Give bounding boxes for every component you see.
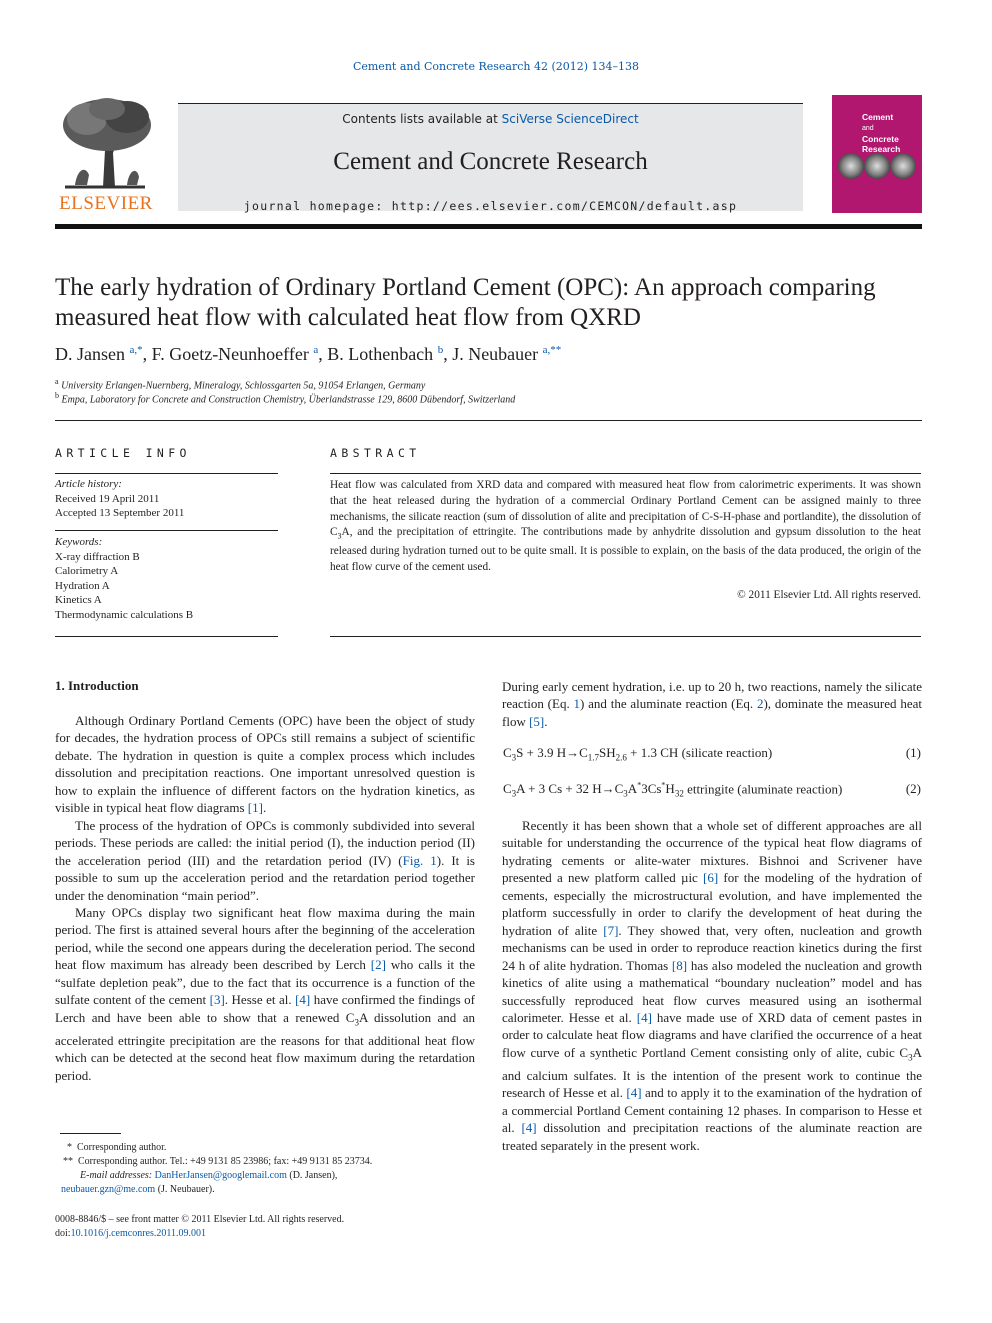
reference-link[interactable]: [4]: [636, 1009, 652, 1025]
contents-line: [178, 112, 803, 126]
reference-link[interactable]: [4]: [295, 992, 311, 1008]
author-name: J. Neubauer: [452, 344, 539, 364]
equation-number: (2): [905, 781, 921, 796]
journal-header: [55, 95, 922, 215]
equation-1: [503, 745, 921, 763]
author-affiliation-link[interactable]: a,*: [129, 344, 143, 356]
cover-disc: [890, 153, 916, 179]
footnote: neubauer.gzn@me.com (J. Neubauer).: [61, 1184, 215, 1195]
cover-title: [862, 112, 920, 154]
article-title: The early hydration of Ordinary Portland Cement (OPC): An approach comparing measured heat flow with calculated heat flow from QXRD: [55, 274, 876, 331]
paragraph: Recently it has been shown that a whole set of different approaches are all suitable for understanding the occurrence of the typical heat flow diagrams of hydrating cements or alite-water mixtures. Bishnoi and Scrivener have presented a new platform called µic [6] for the modeling of the hydration of cements, especially the microstructural evolution, and have implemented the platform successfully in order to clarify the development of heat during the hydration of alite [7]. They showed that, very often, nucleation and growth mechanisms can be used in order to reproduce reaction kinetics during the first 24 h of alite hydration. Thomas [8] has also modeled the nucleation and growth kinetics of alite using a mathematical “boundary nucleation” model and has successfully reproduced heat flow curves measured using an isothermal calorimeter. Hesse et al. [4] have made use of XRD data of cement pastes in order to calculate heat flow diagrams and have clarified the occurrence of a heat flow curve of a synthetic Portland Cement consisting only of alite, cubic $C_3A$ and calcium sulfates. It is the intention of the present work to continue the research of Hesse et al. [4] and to apply it to the examination of the hydration of a commercial Portland Cement containing 12 phases. In comparison to Hesse et al. [4] dissolution and precipitation reactions of the aluminate reaction are treated separately in the present work.: [502, 818, 922, 1153]
journal-homepage[interactable]: journal homepage: http://ees.elsevier.com/CEMCON/default.asp: [243, 199, 738, 213]
paragraph: Many OPCs display two significant heat flow maxima during the main period. The first is attained several hours after the beginning of the acceleration period, while the second one appears during the deceleration period. The second heat flow maximum has already been described by Lerch [2] who calls it the “sulfate depletion peak”, due to the fact that its occurrence is a function of the sulfate content of the cement [3]. Hesse et al. [4] have confirmed the findings of Lerch and have been able to show that a renewed $C_3A$ dissolution and an accelerated ettringite precipitation are the reasons for that additional heat flow which can be detected at the second heat flow maximum during the retardation period.: [55, 904, 475, 1083]
footnotes: [55, 1141, 475, 1197]
author-affiliation-link[interactable]: b: [437, 344, 444, 356]
received-date: Received 19 April 2011: [55, 492, 160, 505]
elsevier-logo[interactable]: [55, 95, 157, 215]
keywords: [55, 535, 193, 622]
reference-link[interactable]: [2]: [370, 957, 386, 973]
affiliation: $^b$ Empa, Laboratory for Concrete and Construction Chemistry, Überlandstrasse 129, 8600 Dübendorf, Switzerland: [55, 391, 516, 406]
equation-link[interactable]: 2: [756, 696, 764, 712]
author-affiliation-link[interactable]: a,**: [542, 344, 562, 356]
affiliation: $^a$ University Erlangen-Nuernberg, Mineralogy, Schlossgarten 5a, 91054 Erlangen, Germany: [55, 377, 426, 392]
author-name: B. Lothenbach: [327, 344, 434, 364]
cover-title-line: Cement: [862, 112, 894, 122]
paragraph: The process of the hydration of OPCs is commonly subdivided into several periods. These periods are called: the initial period (I), the induction period (II) the acceleration period (III) and the retardation period (IV) (Fig. 1). It is possible to sum up the acceleration period and the retardation period together under the denomination “main period”.: [55, 817, 475, 903]
journal-cover-image[interactable]: [832, 95, 922, 213]
author-list: D. Jansen $^{a,*}$, F. Goetz-Neunhoeffer $^a$, B. Lothenbach $^b$, J. Neubauer $^{a,**}$: [55, 344, 562, 364]
footnote: ** Corresponding author. Tel.: +49 9131 85 23986; fax: +49 9131 85 23734.: [63, 1156, 373, 1167]
cover-title-line: and: [862, 125, 874, 132]
reference-link[interactable]: [7]: [603, 922, 619, 938]
accepted-date: Accepted 13 September 2011: [55, 507, 185, 519]
divider: [55, 636, 278, 637]
issn-line: 0008-8846/$ – see front matter © 2011 Elsevier Ltd. All rights reserved.: [55, 1214, 345, 1225]
abstract-heading: ABSTRACT: [330, 446, 421, 460]
reference-link[interactable]: [1]: [247, 800, 263, 816]
journal-banner: [178, 103, 803, 211]
equation-2: [503, 781, 921, 799]
divider: [55, 473, 278, 474]
cover-disc: [838, 153, 864, 179]
divider: [55, 530, 278, 531]
keyword: Kinetics A: [55, 594, 102, 606]
email-link[interactable]: DanHerJansen@googlemail.com: [154, 1170, 287, 1181]
body-column-left: [55, 712, 475, 1084]
abstract-text: Heat flow was calculated from XRD data and compared with measured heat flow from calorimetric experiments. It was shown that the heat released during the hydration of a commercial Ordinary Portland Cement can be assigned mainly to three mechanisms, the silicate reaction (sum of dissolution of alite and precipitation of C-S-H-phase and portlandite), the dissolution of $C_3A$, and the precipitation of ettringite. The contributions made by anhydrite dissolution and gypsum dissolution to the heat released during hydration turned out to be quite small. It is possible to explain, on the basis of the data produced, the origin of the heat flow curve of the cement used.: [330, 479, 921, 574]
sciencedirect-link[interactable]: SciVerse ScienceDirect: [501, 112, 639, 126]
keyword: Calorimetry A: [55, 565, 119, 577]
equation-number: (1): [905, 745, 921, 760]
article-info-heading: ARTICLE INFO: [55, 446, 191, 460]
footnote: E-mail addresses: DanHerJansen@googlemail.com (D. Jansen),: [80, 1170, 338, 1181]
divider: [330, 636, 921, 637]
author-name: D. Jansen: [55, 344, 125, 364]
author-name: F. Goetz-Neunhoeffer: [151, 344, 309, 364]
reference-link[interactable]: [3]: [209, 992, 225, 1008]
front-matter: [55, 1213, 344, 1241]
cover-title-line: Research: [862, 144, 901, 154]
cover-title-line: Concrete: [862, 134, 899, 144]
equation-label: ettringite (aluminate reaction): [687, 781, 843, 797]
elsevier-wordmark: ELSEVIER: [59, 193, 153, 214]
header-rule: [55, 224, 922, 229]
reference-link[interactable]: [8]: [671, 957, 688, 973]
paragraph: During early cement hydration, i.e. up to 20 h, two reactions, namely the silicate reaction (Eq. 1) and the aluminate reaction (Eq. 2), dominate the measured heat flow [5].: [502, 679, 922, 729]
reference-link[interactable]: [4]: [626, 1085, 642, 1101]
divider: [330, 473, 921, 474]
elsevier-tree-icon: [55, 95, 157, 191]
footnote-rule: [60, 1133, 121, 1134]
author-affiliation-link[interactable]: a: [313, 344, 319, 356]
equation-formula: $C_3A + 3$ Cs + 32 $H\to C_3A^*3Cs^*H_{32}$: [503, 781, 684, 799]
reference-link[interactable]: [5]: [529, 713, 545, 729]
doi-line: doi:10.1016/j.cemconres.2011.09.001: [55, 1228, 207, 1239]
body-column-right-cont: [502, 817, 922, 1154]
divider: [55, 420, 922, 421]
reference-link[interactable]: [4]: [521, 1120, 537, 1136]
doi-link[interactable]: 10.1016/j.cemconres.2011.09.001: [70, 1228, 207, 1239]
body-column-right: [502, 678, 922, 730]
section-heading: 1. Introduction: [55, 678, 139, 693]
email-link[interactable]: neubauer.gzn@me.com: [61, 1184, 156, 1195]
history-label: Article history:: [55, 478, 122, 490]
paragraph: Although Ordinary Portland Cements (OPC) have been the object of study for decades, the hydration process of OPCs still remains a subject of scientific debate. The hydration in question is quite a complex process which includes dissolution and precipitation reactions. One important unresolved question is how to explain the influence of different factors on the hydration kinetics, as visible in typical heat flow diagrams [1].: [55, 713, 475, 816]
journal-citation[interactable]: Cement and Concrete Research 42 (2012) 134–138: [352, 60, 640, 73]
journal-title[interactable]: Cement and Concrete Research: [333, 148, 648, 175]
equation-link[interactable]: 1: [573, 696, 580, 712]
cover-disc: [864, 153, 890, 179]
figure-link[interactable]: Fig. 1: [402, 852, 437, 868]
abstract-copyright: © 2011 Elsevier Ltd. All rights reserved.: [737, 589, 921, 601]
keyword: Thermodynamic calculations B: [55, 608, 194, 621]
footnote: * Corresponding author.: [67, 1142, 167, 1153]
keyword: X-ray diffraction B: [55, 550, 140, 563]
keyword: Hydration A: [55, 579, 110, 592]
reference-link[interactable]: [6]: [703, 870, 719, 886]
keywords-label: Keywords:: [55, 536, 103, 548]
equation-label: (silicate reaction): [681, 745, 773, 760]
equation-formula: $C_3S + 3.9$ $H\to C_{1.7}SH_{2.6} + 1.3$ CH: [503, 745, 679, 763]
article-history: [55, 477, 184, 521]
contents-prefix: Contents lists available at: [342, 112, 502, 126]
